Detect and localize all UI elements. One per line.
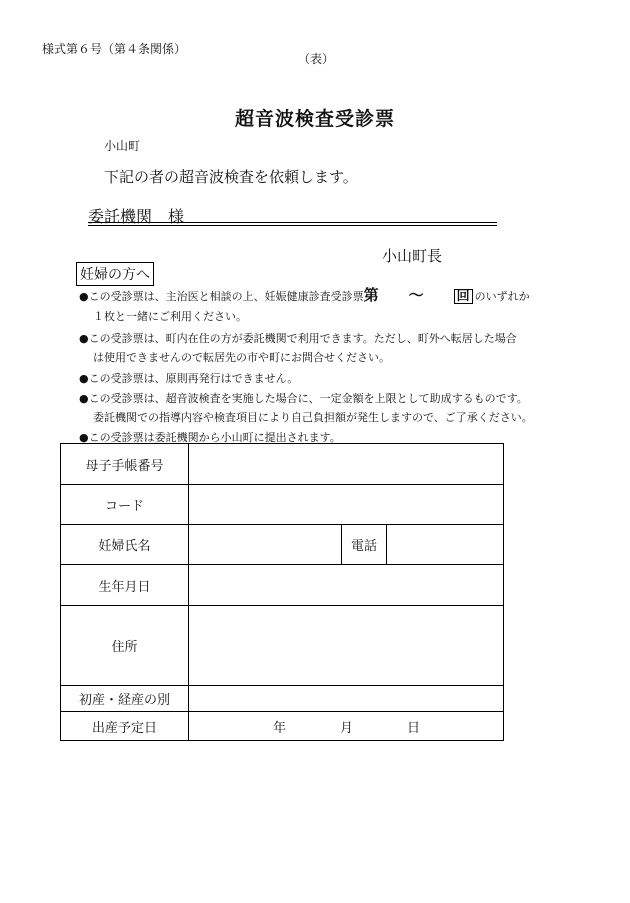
applicant-info-table: [60, 443, 504, 741]
notice-item-4-line2: 委託機関での指導内容や検査項目により自己負担額が発生しますので、ご了承ください。: [93, 411, 533, 424]
document-title: 超音波検査受診票: [234, 108, 395, 130]
notice-item-1-tilde: ～: [408, 286, 424, 304]
notice-item-1-end: のいずれか: [474, 290, 530, 303]
table-row-name: [61, 525, 504, 565]
due-day-label: 日: [407, 720, 421, 736]
birthdate-field[interactable]: [189, 565, 504, 606]
table-row-handbook: [61, 444, 504, 485]
due-date-label: 出産予定日: [61, 712, 189, 741]
notice-item-1-text: この受診票は、主治医と相談の上、妊娠健康診査受診票: [88, 290, 364, 303]
phone-field[interactable]: [387, 525, 504, 565]
parity-field[interactable]: [189, 686, 504, 712]
notice-item-4: [79, 390, 528, 406]
bullet-icon: ●: [79, 290, 89, 303]
addressee-underline: [88, 222, 497, 223]
handbook-number-label: 母子手帳番号: [61, 444, 189, 485]
notice-item-2: [79, 330, 517, 346]
bullet-icon: ●: [79, 392, 89, 405]
notice-item-1-line2: １枚と一緒にご利用ください。: [93, 310, 247, 323]
due-year-label: 年: [273, 720, 287, 736]
addressee-label: 委託機関 様: [88, 207, 185, 226]
name-label: 妊婦氏名: [61, 525, 189, 565]
table-row-parity: [61, 686, 504, 712]
due-date-field[interactable]: [189, 712, 504, 741]
parity-label: 初産・経産の別: [61, 686, 189, 712]
mayor-signature-label: 小山町長: [382, 247, 443, 265]
name-field[interactable]: [189, 525, 342, 565]
bullet-icon: ●: [79, 431, 89, 444]
table-row-due-date: [61, 712, 504, 741]
form-number: 様式第６号（第４条関係）: [42, 42, 187, 56]
notice-item-2-text: この受診票は、町内在住の方が委託機関で利用できます。ただし、町外へ転居した場合: [88, 332, 517, 345]
notice-item-3-text: この受診票は、原則再発行はできません。: [88, 372, 299, 385]
addressee-underline-double: [88, 225, 497, 226]
request-text: 下記の者の超音波検査を依頼します。: [104, 168, 358, 186]
bullet-icon: ●: [79, 372, 89, 385]
handbook-number-field[interactable]: [189, 444, 504, 485]
code-label: コード: [61, 485, 189, 525]
notice-item-1: [79, 284, 530, 305]
issuer-town: 小山町: [104, 139, 141, 153]
front-side-note: （表）: [298, 52, 335, 66]
table-row-code: [61, 485, 504, 525]
notice-item-5-text: この受診票は委託機関から小山町に提出されます。: [88, 431, 341, 444]
address-field[interactable]: [189, 606, 504, 686]
address-label: 住所: [61, 606, 189, 686]
phone-label: 電話: [342, 525, 387, 565]
due-month-label: 月: [340, 720, 354, 736]
notice-item-2-line2: は使用できませんので転居先の市や町にお問合せください。: [93, 351, 390, 364]
bullet-icon: ●: [79, 332, 89, 345]
notice-item-4-text: この受診票は、超音波検査を実施した場合に、一定金額を上限として助成するものです。: [88, 392, 528, 405]
notice-item-1-dai: 第: [363, 286, 379, 304]
table-row-birthdate: [61, 565, 504, 606]
table-row-address: [61, 606, 504, 686]
notice-item-3: [79, 370, 298, 386]
code-field[interactable]: [189, 485, 504, 525]
birthdate-label: 生年月日: [61, 565, 189, 606]
notice-item-1-kai: 回: [454, 289, 473, 304]
notice-heading: 妊婦の方へ: [76, 262, 154, 286]
